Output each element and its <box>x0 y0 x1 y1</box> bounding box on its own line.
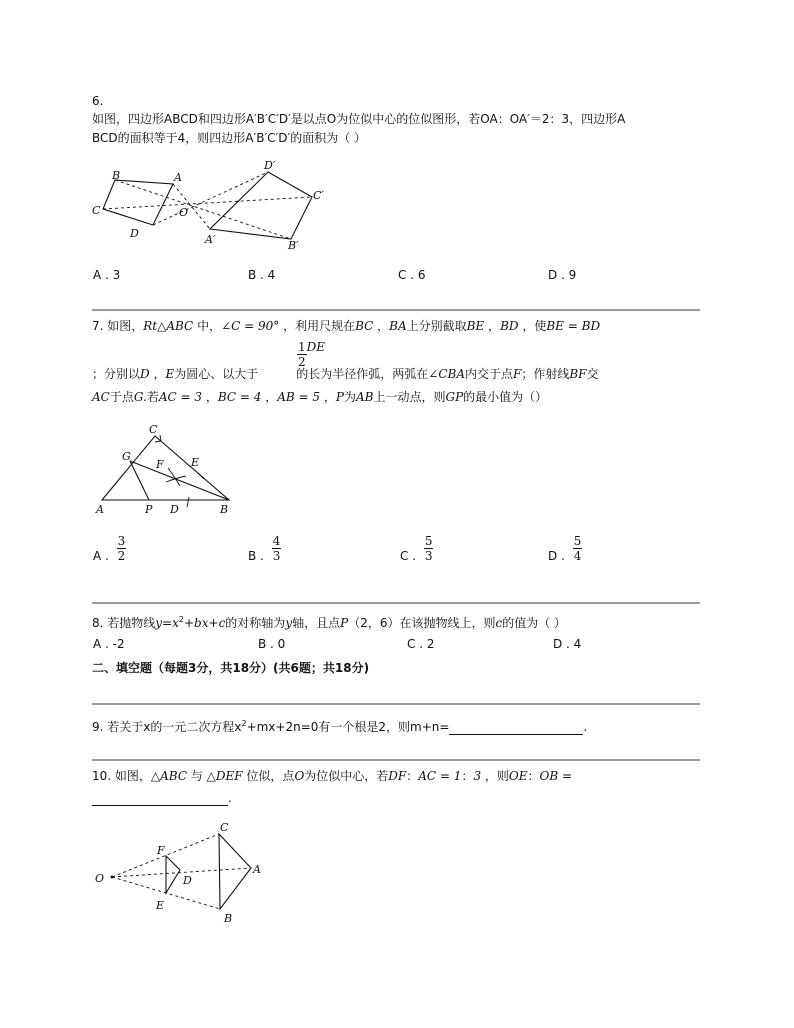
q7-label-e: E <box>191 456 200 469</box>
q10-point-o <box>111 876 114 879</box>
divider <box>92 703 700 705</box>
q7-tick-d <box>187 497 189 507</box>
q6-stem-line2: BCD的面积等于4，则四边形A′B′C′D′的面积为（ ） <box>92 131 367 145</box>
q10-label-e: E <box>156 899 165 912</box>
q7-option-b[interactable]: B . $\frac{4}{3}$ <box>248 534 281 563</box>
q6-label-d: D <box>130 227 139 240</box>
q9-answer-blank[interactable] <box>449 722 583 735</box>
q6-label-o: O <box>179 206 189 219</box>
q10-label-a: A <box>253 863 261 876</box>
q10-triangle-def <box>166 856 180 893</box>
q7-stem-line2: ；分别以D ，E为圆心、以大于 的长为半径作弧，两弧在∠CBA内交于点F；作射线BF交 <box>92 367 599 381</box>
q7-label-c: C <box>149 423 158 436</box>
q10-stem-line1: 10. 如图，△ABC 与 △DEF 位似，点O为位似中心，若DF：AC = 1：3 ，则OE：OB = <box>92 769 573 783</box>
q10-figure <box>92 818 267 928</box>
q6-label-b-prime: B′ <box>288 239 299 252</box>
q10-label-d: D <box>183 874 192 887</box>
q7-option-d[interactable]: D . $\frac{5}{4}$ <box>548 534 582 563</box>
q7-tick-e <box>198 473 204 479</box>
q7-option-c[interactable]: C . $\frac{5}{3}$ <box>400 534 433 563</box>
q10-label-o: O <box>95 872 105 885</box>
q7-triangle-abc <box>102 436 229 500</box>
q10-label-c: C <box>220 821 229 834</box>
q7-stem-line1: 7. 如图，Rt△ABC 中，∠C = 90° ，利用尺规在BC ，BA上分别截取BE ，BD ，使BE = BD <box>92 319 601 333</box>
q10-label-f: F <box>157 844 165 857</box>
q6-label-b: B <box>112 169 121 182</box>
q9-stem: 9. 若关于x的一元二次方程$x^2+mx+2n=0$有一个根是2，则m+n= . <box>92 719 588 734</box>
q6-option-a[interactable]: A . 3 <box>93 268 121 282</box>
q8-option-b[interactable]: B . 0 <box>258 637 286 651</box>
q7-label-b: B <box>220 503 229 516</box>
q7-option-a[interactable]: A . $\frac{3}{2}$ <box>93 534 126 563</box>
q7-label-f: F <box>156 458 164 471</box>
q7-label-p: P <box>145 503 153 516</box>
section-heading: 二、填空题（每题3分，共18分）(共6题；共18分) <box>92 661 370 675</box>
divider <box>92 309 700 311</box>
q6-number: 6. <box>92 94 104 108</box>
q10-triangle-abc <box>219 834 251 909</box>
q8-option-c[interactable]: C . 2 <box>407 637 435 651</box>
q10-answer-blank[interactable] <box>92 793 228 806</box>
q10-label-b: B <box>224 912 233 925</box>
q6-figure <box>88 155 338 255</box>
q6-label-d-prime: D′ <box>264 159 276 172</box>
q7-stem-line3: AC于点G.若AC = 3 ，BC = 4 ，AB = 5 ，P为AB上一动点，则GP的最小值为（） <box>92 390 548 404</box>
q6-option-b[interactable]: B . 4 <box>248 268 276 282</box>
q6-quad-a2b2c2d2 <box>210 172 312 239</box>
q6-label-c: C <box>92 204 101 217</box>
q6-stem-line1: 如图，四边形ABCD和四边形A′B′C′D′是以点O为位似中心的位似图形，若OA：OA′＝2：3，四边形A <box>92 112 626 126</box>
q7-figure <box>92 420 242 520</box>
divider <box>92 759 700 761</box>
q7-label-a: A <box>96 503 104 516</box>
q6-label-a: A <box>174 171 182 184</box>
q8-stem: 8. 若抛物线$y=x^2+bx+c$的对称轴为y轴，且点P（2，6）在该抛物线上，则c的值为（ ） <box>92 615 567 630</box>
q6-quad-abcd <box>103 180 173 225</box>
q6-label-c-prime: C′ <box>313 189 324 202</box>
q7-ray-bf <box>130 461 229 500</box>
q8-option-d[interactable]: D . 4 <box>553 637 582 651</box>
q6-option-c[interactable]: C . 6 <box>398 268 426 282</box>
q7-label-d: D <box>170 503 179 516</box>
q10-stem-line2: . <box>92 790 232 806</box>
q7-label-g: G <box>122 450 131 463</box>
q7-half-fraction: $\frac{1}{2}$ DE <box>298 340 326 369</box>
divider <box>92 602 700 604</box>
q6-option-d[interactable]: D . 9 <box>548 268 577 282</box>
q8-option-a[interactable]: A . -2 <box>93 637 125 651</box>
q6-label-a-prime: A′ <box>205 233 216 246</box>
